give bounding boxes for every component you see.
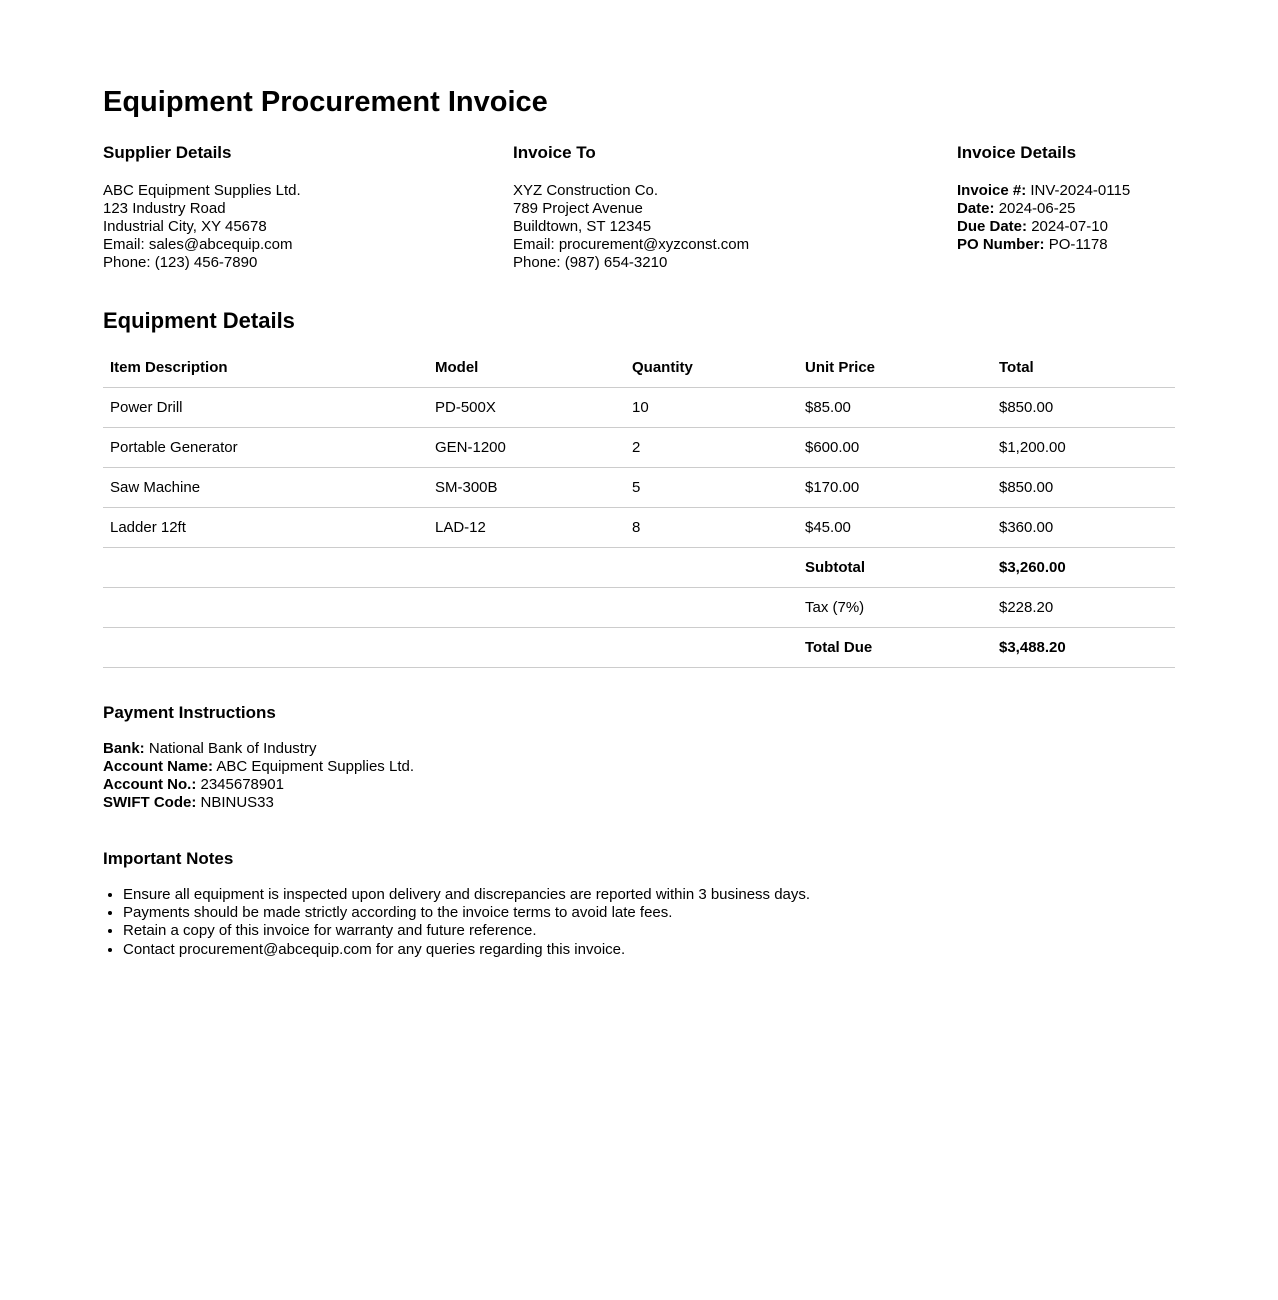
due-date-label: Due Date:	[957, 218, 1028, 235]
invoice-date-field	[957, 200, 1175, 218]
invoice-number-label: Invoice #:	[957, 182, 1027, 199]
table-row	[103, 508, 1175, 548]
table-header-row	[103, 348, 1175, 388]
col-header-quantity: Quantity	[625, 348, 798, 388]
unit-price-cell: $600.00	[798, 428, 992, 468]
invoice-details-section	[957, 143, 1175, 254]
account-name-field	[103, 758, 1175, 776]
invoice-to-address-block	[513, 182, 957, 272]
item-description-cell: Power Drill	[103, 388, 428, 428]
equipment-details-heading: Equipment Details	[103, 308, 295, 333]
quantity-cell: 10	[625, 388, 798, 428]
table-row	[103, 428, 1175, 468]
po-number-value: PO-1178	[1048, 236, 1108, 253]
po-number-label: PO Number:	[957, 236, 1045, 253]
col-header-total: Total	[992, 348, 1175, 388]
tax-row	[103, 588, 1175, 628]
total-due-row	[103, 628, 1175, 668]
page-title: Equipment Procurement Invoice	[103, 86, 548, 118]
total-cell: $360.00	[992, 508, 1175, 548]
model-cell: SM-300B	[428, 468, 625, 508]
summary-spacer	[103, 548, 798, 588]
note-item: • Contact procurement@abcequip.com for any queries regarding this invoice.	[123, 941, 1175, 959]
invoice-to-section	[513, 143, 957, 272]
account-number-label: Account No.:	[103, 776, 197, 793]
quantity-cell: 5	[625, 468, 798, 508]
invoice-date-label: Date:	[957, 200, 995, 217]
note-item: • Retain a copy of this invoice for warranty and future reference.	[123, 922, 1175, 940]
swift-code-field	[103, 794, 1175, 812]
subtotal-label: Subtotal	[798, 548, 992, 588]
supplier-address-block	[103, 182, 513, 272]
subtotal-row	[103, 548, 1175, 588]
unit-price-cell: $170.00	[798, 468, 992, 508]
payment-instructions-heading: Payment Instructions	[103, 703, 276, 722]
tax-value: $228.20	[992, 588, 1175, 628]
po-number-field	[957, 236, 1175, 254]
account-name-value: ABC Equipment Supplies Ltd.	[216, 758, 414, 775]
table-row	[103, 468, 1175, 508]
account-number-value: 2345678901	[200, 776, 284, 793]
due-date-value: 2024-07-10	[1031, 218, 1108, 235]
model-cell: PD-500X	[428, 388, 625, 428]
equipment-table	[103, 348, 1175, 668]
tax-label: Tax (7%)	[798, 588, 992, 628]
total-cell: $850.00	[992, 388, 1175, 428]
item-description-cell: Saw Machine	[103, 468, 428, 508]
bank-field	[103, 740, 1175, 758]
client-city: Buildtown, ST 12345	[513, 218, 652, 235]
quantity-cell: 2	[625, 428, 798, 468]
table-row	[103, 388, 1175, 428]
unit-price-cell: $45.00	[798, 508, 992, 548]
col-header-unit-price: Unit Price	[798, 348, 992, 388]
subtotal-value: $3,260.00	[992, 548, 1175, 588]
supplier-street: 123 Industry Road	[103, 200, 226, 217]
total-cell: $850.00	[992, 468, 1175, 508]
bank-value: National Bank of Industry	[148, 740, 317, 757]
summary-spacer	[103, 628, 798, 668]
model-cell: GEN-1200	[428, 428, 625, 468]
col-header-item-description: Item Description	[103, 348, 428, 388]
supplier-phone: Phone: (123) 456-7890	[103, 254, 258, 271]
header-info-columns	[103, 143, 1175, 272]
client-phone: Phone: (987) 654-3210	[513, 254, 668, 271]
account-number-field	[103, 776, 1175, 794]
client-email: Email: procurement@xyzconst.com	[513, 236, 750, 253]
client-street: 789 Project Avenue	[513, 200, 643, 217]
total-cell: $1,200.00	[992, 428, 1175, 468]
note-item: • Payments should be made strictly according to the invoice terms to avoid late fees.	[123, 904, 1175, 922]
invoice-details-fields	[957, 182, 1175, 254]
supplier-details-heading: Supplier Details	[103, 143, 232, 162]
total-due-label: Total Due	[798, 628, 992, 668]
unit-price-cell: $85.00	[798, 388, 992, 428]
col-header-model: Model	[428, 348, 625, 388]
total-due-value: $3,488.20	[992, 628, 1175, 668]
supplier-details-section	[103, 143, 513, 272]
item-description-cell: Ladder 12ft	[103, 508, 428, 548]
invoice-details-heading: Invoice Details	[957, 143, 1077, 162]
supplier-city: Industrial City, XY 45678	[103, 218, 267, 235]
note-item: • Ensure all equipment is inspected upon delivery and discrepancies are reported within 3 business days.	[123, 886, 1175, 904]
client-name: XYZ Construction Co.	[513, 182, 659, 199]
swift-code-value: NBINUS33	[200, 794, 274, 811]
quantity-cell: 8	[625, 508, 798, 548]
bank-label: Bank:	[103, 740, 145, 757]
invoice-number-field	[957, 182, 1175, 200]
invoice-number-value: INV-2024-0115	[1030, 182, 1131, 199]
important-notes-list	[103, 886, 1175, 959]
supplier-email: Email: sales@abcequip.com	[103, 236, 293, 253]
invoice-date-value: 2024-06-25	[998, 200, 1076, 217]
account-name-label: Account Name:	[103, 758, 214, 775]
model-cell: LAD-12	[428, 508, 625, 548]
invoice-to-heading: Invoice To	[513, 143, 596, 162]
item-description-cell: Portable Generator	[103, 428, 428, 468]
payment-instructions-block	[103, 740, 1175, 812]
important-notes-heading: Important Notes	[103, 849, 234, 868]
due-date-field	[957, 218, 1175, 236]
swift-code-label: SWIFT Code:	[103, 794, 197, 811]
summary-spacer	[103, 588, 798, 628]
supplier-name: ABC Equipment Supplies Ltd.	[103, 182, 301, 199]
